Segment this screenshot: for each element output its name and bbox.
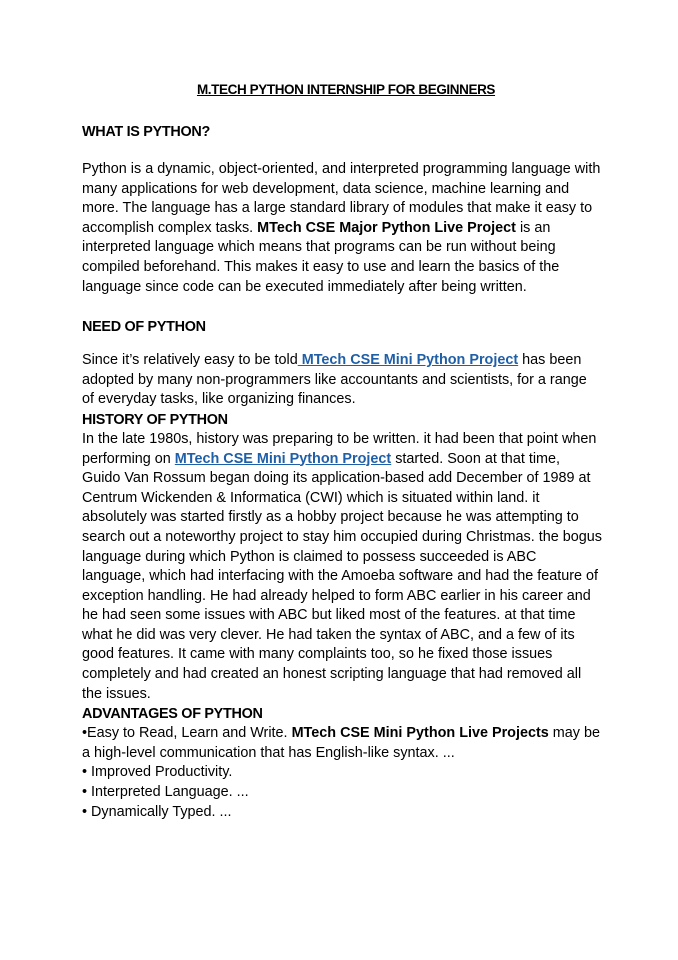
heading-history-of-python: HISTORY OF PYTHON <box>82 411 228 428</box>
link-mini-python-project[interactable]: MTech CSE Mini Python Project <box>297 352 519 369</box>
advantage-item <box>82 724 602 763</box>
text-segment: started. Soon at that time, Guido Van Rossum began doing its application-based add December of 1989 at Centrum Wickenden & Informatica (CWI) which is situated within land. it absolutely was started firstly as a hobby project because he was attempting to search out a noteworthy project to stay him occupied during Christmas. the bogus language during which Python is claimed to possess succeeded is ABC language, which had interfacing with the Amoeba software and had the feature of exception handling. He had already helped to form ABC earlier in his career and he had seen some issues with ABC but liked most of the features. at that time what he did was very clever. He had taken the syntax of ABC, and a few of its good features. It came with many complaints too, so he fixed those issues completely and had created an honest scripting language that had removed all the issues. <box>82 450 602 702</box>
text-segment: •Easy to Read, Learn and Write. <box>82 725 292 742</box>
document-body <box>82 80 602 823</box>
advantage-bullet: • Dynamically Typed. ... <box>82 804 232 821</box>
text-segment: is an interpreted language which means that programs can be run without being compiled beforehand. This makes it easy to use and learn the basics of the language since code can be executed immediately after being written. <box>82 219 560 295</box>
paragraph-what-is-python <box>82 160 602 297</box>
text-segment: may be a high-level communication that has English-like syntax. ... <box>82 725 600 761</box>
paragraph-need-of-python <box>82 351 602 410</box>
text-segment: In the late 1980s, history was preparing to be written. it had been that point when performing on <box>82 430 597 467</box>
advantage-bullet: • Improved Productivity. <box>82 764 233 781</box>
bold-project-name: MTech CSE Mini Python Live Projects <box>291 725 549 742</box>
heading-advantages-of-python: ADVANTAGES OF PYTHON <box>82 706 263 723</box>
text-segment: Python is a dynamic, object-oriented, and interpreted programming language with many applications for web development, data science, machine learning and more. The language has a large standard library of modules that make it easy to accomplish complex tasks. <box>82 161 601 236</box>
advantage-bullet: • Interpreted Language. ... <box>82 784 249 801</box>
link-mini-python-project[interactable]: MTech CSE Mini Python Project <box>174 450 392 467</box>
text-segment: Since it’s relatively easy to be told <box>82 352 298 369</box>
heading-need-of-python: NEED OF PYTHON <box>82 319 206 336</box>
heading-what-is-python: WHAT IS PYTHON? <box>82 124 210 140</box>
bold-project-name: MTech CSE Major Python Live Project <box>257 219 516 236</box>
text-segment: has been adopted by many non-programmers like accountants and scientists, for a range of everyday tasks, like organizing finances. <box>82 352 587 408</box>
document-title: M.TECH PYTHON INTERNSHIP FOR BEGINNERS <box>196 82 496 97</box>
paragraph-history-of-python <box>82 430 602 704</box>
